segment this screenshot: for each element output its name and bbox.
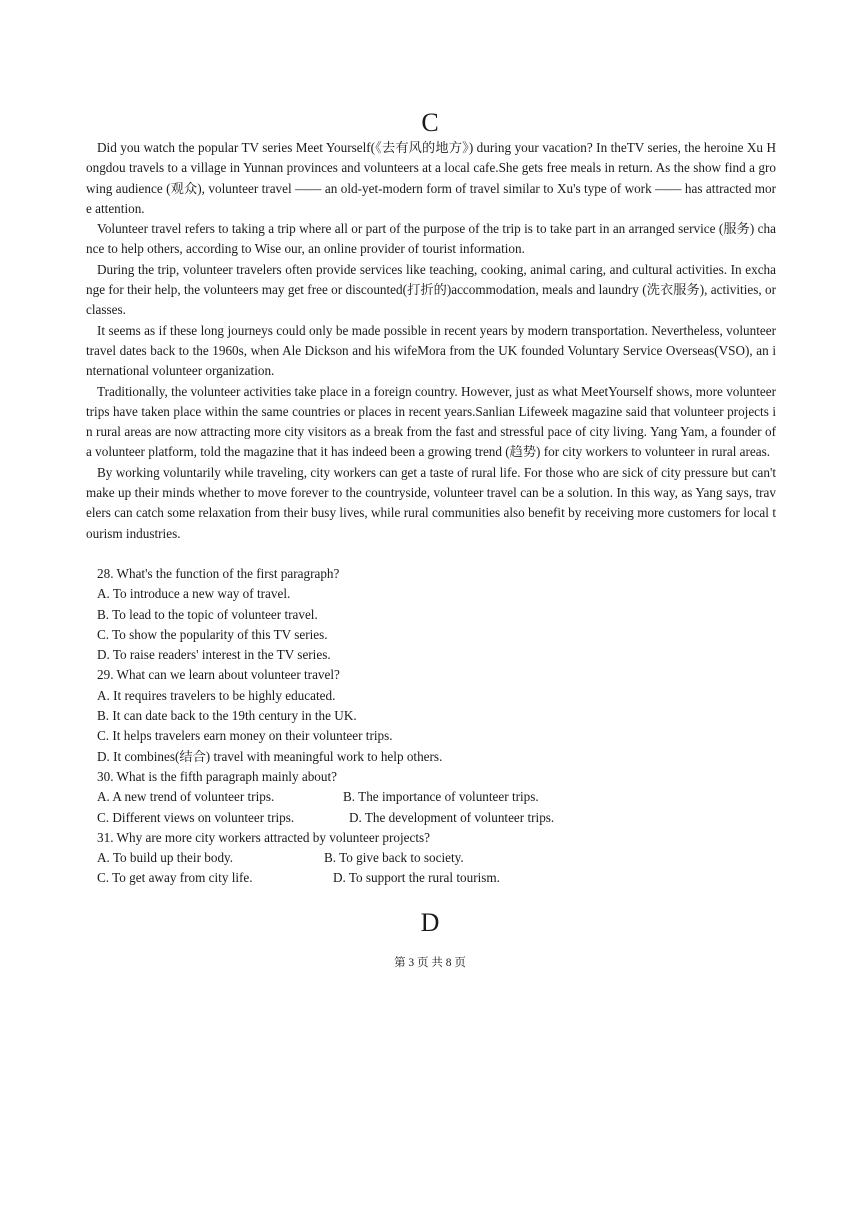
passage-paragraph: Traditionally, the volunteer activities take place in a foreign country. However, just as what MeetYourself shows, more volunteer trips have taken place within the same countries or places in recent years.Sanlian Lifeweek magazine said that volunteer projects in rural areas are now attracting more city visitors as a break from the fast and stressful pace of city living. Yang Yam, a founder of a volunteer platform, told the magazine that it has indeed been a growing trend (趋势) for city workers to volunteer in rural areas. — [86, 383, 776, 460]
passage-paragraph: It seems as if these long journeys could only be made possible in recent years by modern transportation. Nevertheless, volunteer travel dates back to the 1960s, when Ale Dickson and his wifeMora from the UK founded Voluntary Service Overseas(VSO), an international volunteer organization. — [86, 322, 776, 379]
section-heading-d: D — [420, 908, 440, 937]
reading-passage — [86, 138, 776, 544]
question-31-option-c: C. To get away from city life. — [97, 870, 253, 886]
question-30-row-ab — [97, 787, 777, 807]
question-31-row-ab — [97, 848, 777, 868]
passage-paragraph: By working voluntarily while traveling, city workers can get a taste of rural life. For those who are sick of city pressure but can't make up their minds whether to move forever to the countryside, volunteer travel can be a solution. In this way, as Yang says, travelers can catch some relaxation from their busy lives, while rural communities also benefit by receiving more customers for local tourism industries. — [86, 464, 776, 541]
question-28-stem: 28. What's the function of the first paragraph? — [97, 566, 340, 581]
question-28-option-d: D. To raise readers' interest in the TV series. — [97, 647, 331, 663]
question-31-option-a: A. To build up their body. — [97, 850, 234, 866]
question-30-option-c: C. Different views on volunteer trips. — [97, 809, 295, 825]
question-30-stem: 30. What is the fifth paragraph mainly about? — [97, 768, 337, 784]
question-28-option-c: C. To show the popularity of this TV series. — [97, 626, 328, 642]
section-heading-c: C — [421, 108, 439, 137]
question-31-row-cd — [97, 868, 777, 888]
question-29-option-a: A. It requires travelers to be highly educated. — [97, 687, 336, 703]
question-29-option-c: C. It helps travelers earn money on their volunteer trips. — [97, 728, 393, 744]
question-30-option-b: B. The importance of volunteer trips. — [343, 789, 539, 805]
question-28-option-a: A. To introduce a new way of travel. — [97, 586, 291, 602]
question-31-option-b: B. To give back to society. — [324, 850, 464, 866]
question-31-stem: 31. Why are more city workers attracted by volunteer projects? — [97, 829, 430, 845]
passage-paragraph: During the trip, volunteer travelers often provide services like teaching, cooking, animal caring, and cultural activities. In exchange for their help, the volunteers may get free or discounted(打折的)accommodation, meals and laundry (洗衣服务), activities, or classes. — [86, 261, 776, 318]
question-29-option-b: B. It can date back to the 19th century in the UK. — [97, 708, 357, 724]
passage-paragraph: Volunteer travel refers to taking a trip where all or part of the purpose of the trip is to take part in an arranged service (服务) chance to help others, according to Wise our, an online provider of tourist information. — [86, 221, 776, 257]
passage-paragraph: Did you watch the popular TV series Meet Yourself(《去有风的地方》) during your vacation? In theTV series, the heroine Xu Hongdou travels to a village in Yunnan provinces and volunteers at a local cafe.She gets free meals in return. As the show find a growing audience (观众), volunteer travel —— an old-yet-modern form of travel similar to Xu's type of work —— has attracted more attention. — [86, 140, 776, 216]
question-29-option-d: D. It combines(结合) travel with meaningful work to help others. — [97, 748, 443, 764]
question-list — [97, 564, 777, 889]
question-30-option-a: A. A new trend of volunteer trips. — [97, 789, 275, 805]
page-number-footer: 第 3 页 共 8 页 — [394, 957, 466, 969]
question-31-option-d: D. To support the rural tourism. — [333, 870, 500, 886]
question-28-option-b: B. To lead to the topic of volunteer travel. — [97, 606, 318, 622]
question-29-stem: 29. What can we learn about volunteer travel? — [97, 667, 340, 683]
question-30-row-cd — [97, 808, 777, 828]
question-30-option-d: D. The development of volunteer trips. — [349, 809, 555, 825]
